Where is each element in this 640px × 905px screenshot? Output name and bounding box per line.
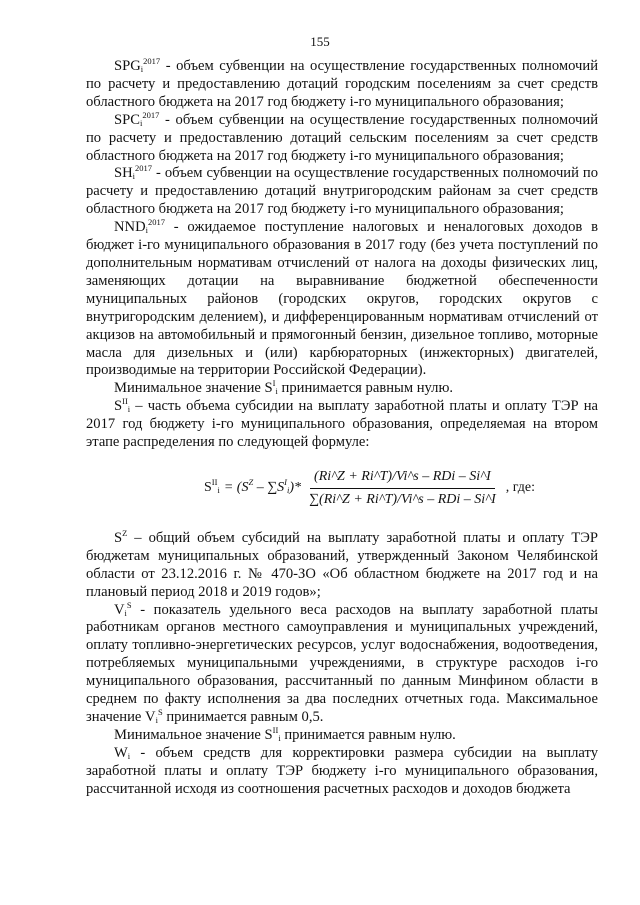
formula-tail: , где:	[505, 480, 536, 496]
definition-sii: $S^{II}_i$ – часть объема субсидии на выплату заработной платы и оплату ТЭР на 2017 год бюджету i-го муниципального образования, определяемая на втором этапе распределения по следующей формуле:	[86, 396, 598, 451]
definition-sz: $S^Z$ – общий объем субсидий на выплату заработной платы и оплату ТЭР бюджетам муниципальных образований, утвержденный Законом Челябинской области от 23.12.2016 г. № 470-ЗО «Об областном бюджете на 2017 год и на плановый период 2018 и 2019 годов»;	[86, 527, 598, 600]
formula-block	[86, 452, 598, 530]
page-number: 155	[310, 34, 330, 49]
document-body	[86, 58, 598, 799]
min-value-si: Минимальное значение $S^I_i$ принимается равным нулю.	[114, 378, 454, 397]
definition-vs: $V_i^S$ - показатель удельного веса расходов на выплату заработной платы работникам органов местного самоуправления и муниципальных учреждений, оплату топливно-энергетических ресурсов, услуг водоснабжения, водоотведения, потребляемых муниципальными учреждениями, в структуре расходов i-го муниципального образования, рассчитанный по данным Минфином области в среднем по факту исполнения за два последних отчетных года. Максимальное значение $V_i^S$ принимается равным 0,5.	[86, 599, 598, 725]
formula-fraction	[305, 468, 500, 509]
definition-sh: $SH_i^{2017}$ - объем субвенции на осуществление государственных полномочий по расчету и предоставлению дотаций внутригородским районам за счет средств областного бюджета на 2017 год бюджету i-го муниципального образования;	[86, 163, 598, 218]
formula-denominator: ∑(Ri^Z + Ri^T)/Vi^s – RDi – Si^I	[309, 491, 496, 507]
formula-numerator: (Ri^Z + Ri^T)/Vi^s – RDi – Si^I	[310, 468, 495, 489]
definition-spg: $SPG_i^{2017}$ - объем субвенции на осуществление государственных полномочий по расчету и предоставлению дотаций городским поселениям за счет средств областного бюджета на 2017 год бюджету i-го муниципального образования;	[86, 56, 598, 110]
formula-middle: = $(S^Z - \sum S^I_i)*$	[223, 477, 302, 496]
formula-lhs: $S^{II}_i$	[204, 477, 220, 496]
definition-spc: $SPC_i^{2017}$ - объем субвенции на осуществление государственных полномочий по расчету и предоставлению дотаций сельским поселениям за счет средств областного бюджета на 2017 год бюджету i-го муниципального образования;	[86, 109, 598, 164]
definition-w: $W_i$ - объем средств для корректировки размера субсидии на выплату заработной платы и оплату ТЭР бюджету i-го муниципального образования, рассчитанной исходя из соотношения расчетных расходов и доходов бюджета	[86, 744, 598, 797]
min-value-sii: Минимальное значение $S^{II}_i$ принимается равным нулю.	[114, 724, 456, 743]
distribution-formula	[204, 468, 535, 509]
definition-nnd: $NND_i^{2017}$ - ожидаемое поступление налоговых и неналоговых доходов в бюджет i-го муниципального образования в 2017 году (без учета поступлений по дополнительным нормативам отчислений от налога на доходы физических лиц, заменяющих дотации на выравнивание бюджетной обеспеченности муниципальных районов (городских округов, городских округов с внутригородским делением), и дифференцированным нормативам отчислений от акцизов на автомобильный и прямогонный бензин, дизельное топливо, моторные масла для дизельных и (или) карбюраторных (инжекторных) двигателей, производимые на территории Российской Федерации).	[86, 217, 598, 379]
